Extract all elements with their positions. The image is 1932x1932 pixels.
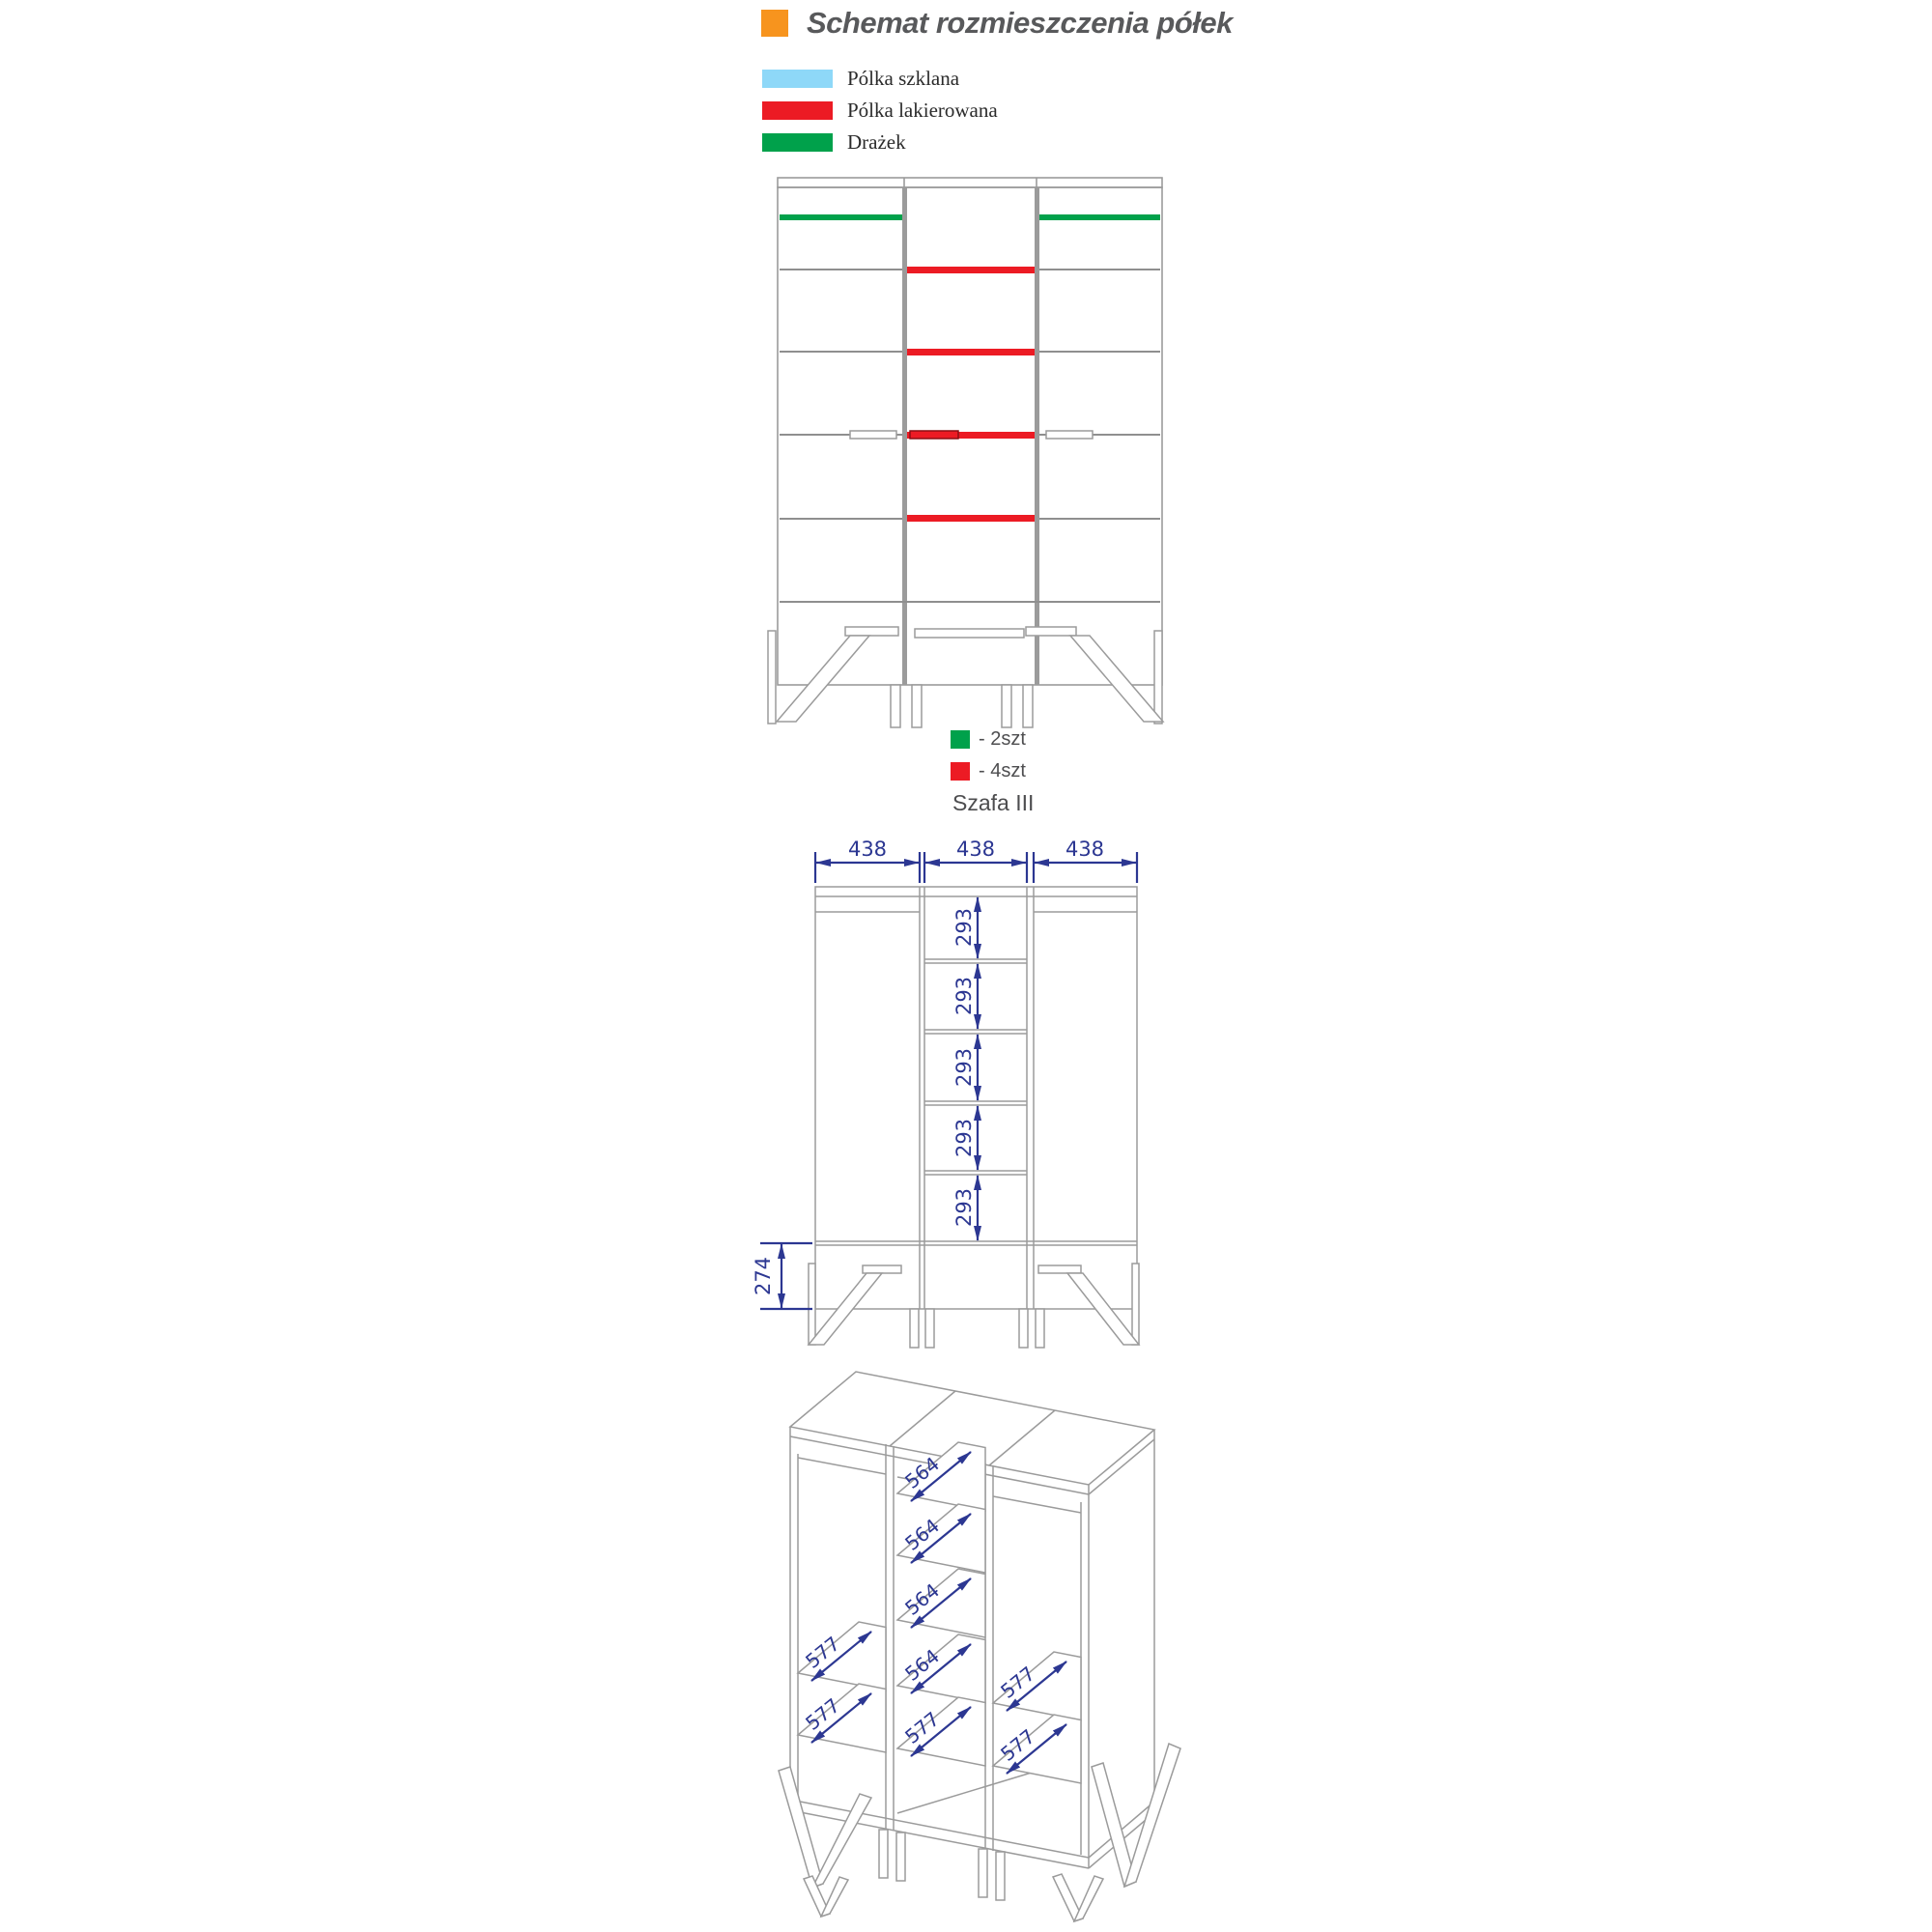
- quantity-item-rod: [951, 730, 1026, 749]
- lacquered-shelf-bars: [907, 267, 1035, 522]
- dim-shelf-spacing: 293: [952, 1047, 976, 1088]
- legend-item-lacquered-shelf: [762, 101, 998, 120]
- handle-middle-door: [910, 431, 958, 439]
- rod-count-swatch: [951, 730, 970, 749]
- lacquered-shelf-bar: [907, 349, 1035, 355]
- quantity-legend: [951, 730, 1026, 794]
- figure-caption: Szafa III: [952, 790, 1035, 815]
- dimension-lines: [760, 852, 1137, 1309]
- shelf-count-swatch: [951, 762, 970, 781]
- dim-column-width: 438: [1065, 838, 1105, 861]
- shelf-type-legend: [762, 67, 998, 165]
- dim-shelf-spacing: 293: [952, 1187, 976, 1228]
- page-title: Schemat rozmieszczenia półek: [807, 6, 1233, 40]
- base-and-legs: [768, 627, 1163, 727]
- dim-middle-shelf-depth: 564: [900, 1578, 944, 1620]
- title-block: [761, 6, 1233, 41]
- handle-right-door: [1046, 431, 1093, 439]
- dim-column-width: 438: [847, 838, 888, 861]
- dimension-labels: [752, 838, 1104, 1295]
- dim-shelf-spacing: 293: [952, 1118, 976, 1158]
- isometric-view: [761, 1357, 1186, 1932]
- quantity-label: - 2szt: [979, 728, 1026, 750]
- legend-item-rod: [762, 130, 998, 154]
- shelf-schematic-figure: [763, 175, 1169, 735]
- dim-side-shelf-depth: 577: [801, 1632, 844, 1673]
- dim-column-width: 438: [955, 838, 996, 861]
- lacquered-shelf-bar: [907, 267, 1035, 273]
- rod-bar-right: [1039, 214, 1160, 220]
- lacquered-shelf-swatch: [762, 101, 833, 120]
- rod-bar-left: [780, 214, 902, 220]
- right-v-leg: [1092, 1763, 1136, 1887]
- glass-shelf-swatch: [762, 70, 833, 88]
- dim-shelf-spacing: 293: [952, 907, 976, 948]
- rod-swatch: [762, 133, 833, 152]
- dim-middle-shelf-depth: 564: [900, 1514, 944, 1555]
- legend-item-glass-shelf: [762, 67, 998, 90]
- dim-side-shelf-depth: 577: [996, 1662, 1039, 1703]
- quantity-item-shelf: [951, 762, 1026, 781]
- dim-side-shelf-depth: 577: [801, 1693, 844, 1735]
- base-and-legs: [809, 1264, 1139, 1348]
- legend-item-label: Pólka szklana: [847, 67, 960, 90]
- cabinet-outline: [778, 178, 1162, 685]
- handle-left-door: [850, 431, 896, 439]
- cabinet-line-work: [815, 887, 1137, 1309]
- legend-item-label: Pólka lakierowana: [847, 99, 998, 122]
- lacquered-shelf-bar: [907, 515, 1035, 522]
- dim-side-shelf-depth: 577: [996, 1724, 1039, 1766]
- dim-side-shelf-depth: 577: [900, 1707, 944, 1748]
- left-v-leg: [779, 1767, 823, 1888]
- dim-shelf-spacing: 293: [952, 976, 976, 1016]
- quantity-label: - 4szt: [979, 760, 1026, 781]
- rod-bars: [780, 214, 1160, 220]
- title-accent-square: [761, 10, 788, 37]
- dim-middle-shelf-depth: 564: [900, 1452, 944, 1493]
- metal-legs: [779, 1744, 1180, 1921]
- dim-plinth-height: 274: [752, 1256, 775, 1296]
- legend-item-label: Drażek: [847, 130, 906, 154]
- dim-middle-shelf-depth: 564: [900, 1644, 944, 1686]
- dimensioned-front-view: [749, 833, 1154, 1362]
